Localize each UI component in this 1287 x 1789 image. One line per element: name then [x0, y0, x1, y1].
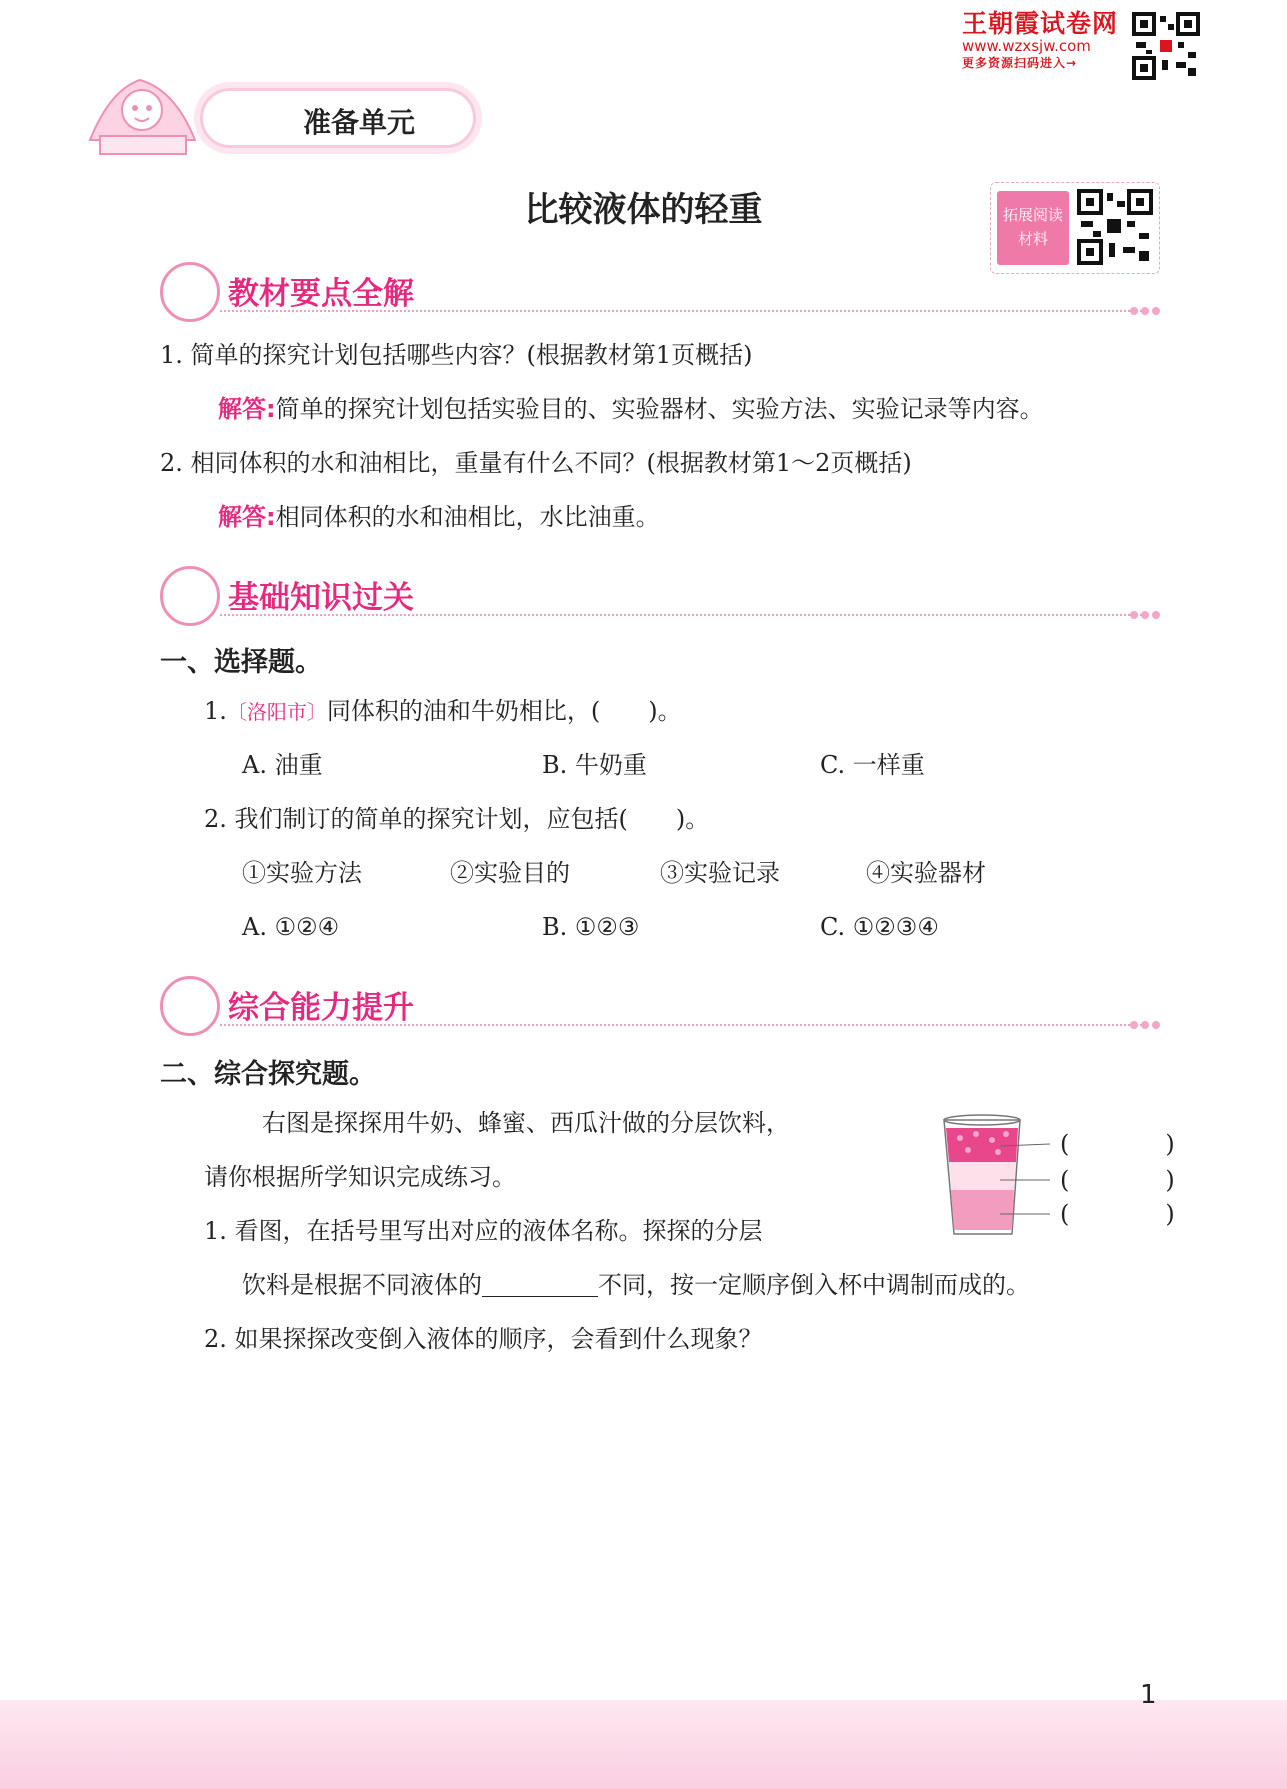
page-number: 1	[1140, 1680, 1157, 1710]
decorative-dots-icon	[1127, 604, 1160, 623]
option-b[interactable]: B. ①②③	[542, 913, 640, 941]
section-title: 综合能力提升	[228, 990, 414, 1026]
page-title: 比较液体的轻重	[524, 190, 763, 230]
source-tag: 〔洛阳市〕	[226, 700, 327, 724]
part-title: 一、选择题。	[160, 647, 322, 678]
answer-label: 解答:	[218, 503, 276, 531]
question-text: 2. 如果探探改变倒入液体的顺序，会看到什么现象？	[204, 1325, 763, 1353]
option-c[interactable]: C. 一样重	[820, 751, 925, 779]
mascot-thinker-icon	[160, 976, 220, 1036]
section-divider	[220, 310, 1146, 312]
section-header-basic-knowledge	[160, 566, 1160, 626]
section-divider	[220, 614, 1146, 616]
answer-bracket-bottom[interactable]: ( )	[1060, 1200, 1175, 1228]
mascot-castle-icon	[80, 70, 210, 160]
extended-reading-card[interactable]	[990, 182, 1160, 274]
footer-band	[0, 1700, 1287, 1789]
intro-text: 请你根据所学知识完成练习。	[204, 1163, 516, 1191]
section-header-key-points	[160, 262, 1160, 322]
unit-label: 准备单元	[303, 106, 416, 139]
option-a[interactable]: A. 油重	[242, 751, 323, 779]
question-text: 同体积的油和牛奶相比，( )。	[326, 697, 682, 725]
fill-in-blank[interactable]	[482, 1270, 598, 1297]
answer-text: 简单的探究计划包括实验目的、实验器材、实验方法、实验记录等内容。	[275, 395, 1044, 423]
option-a[interactable]: A. ①②④	[242, 913, 340, 941]
brand-qr-code-icon[interactable]	[1132, 12, 1200, 80]
extended-reading-label: 拓展阅读材料	[997, 191, 1069, 265]
qr-code-icon[interactable]	[1077, 189, 1153, 265]
layered-drink-cup-icon	[940, 1110, 1070, 1240]
answer-bracket-middle[interactable]: ( )	[1060, 1166, 1175, 1194]
answer-label: 解答:	[218, 395, 276, 423]
part-title: 二、综合探究题。	[160, 1059, 376, 1090]
option-b[interactable]: B. 牛奶重	[542, 751, 647, 779]
intro-text: 右图是探探用牛奶、蜂蜜、西瓜汁做的分层饮料，	[262, 1109, 790, 1137]
section-header-comprehensive	[160, 976, 1160, 1036]
list-item: ②实验目的	[450, 859, 570, 887]
question-text: 1. 简单的探究计划包括哪些内容？(根据教材第1页概括)	[160, 341, 753, 369]
unit-badge	[80, 70, 416, 160]
brand-name: 王朝霞试卷网	[962, 9, 1119, 38]
section-title: 教材要点全解	[228, 276, 414, 312]
list-item: ④实验器材	[866, 859, 986, 887]
section-divider	[220, 1024, 1146, 1026]
question-text: 不同，按一定顺序倒入杯中调制而成的。	[598, 1271, 1030, 1299]
question-text: 2. 相同体积的水和油相比，重量有什么不同？(根据教材第1～2页概括)	[160, 449, 912, 477]
brand-header	[962, 10, 1132, 71]
list-item: ①实验方法	[242, 859, 362, 887]
question-text: 饮料是根据不同液体的	[242, 1271, 482, 1299]
question-text: 2. 我们制订的简单的探究计划，应包括( )。	[204, 805, 710, 833]
answer-line	[218, 392, 1044, 426]
question-line	[204, 694, 682, 729]
question-text: 1. 看图，在括号里写出对应的液体名称。探探的分层	[204, 1217, 763, 1245]
decorative-dots-icon	[1127, 300, 1160, 319]
list-item: ③实验记录	[660, 859, 780, 887]
section-title: 基础知识过关	[228, 580, 414, 616]
brand-slogan: 更多资源扫码进入→	[962, 56, 1078, 70]
answer-line	[218, 500, 660, 534]
mascot-reader-icon	[160, 566, 220, 626]
question-number: 1.	[204, 697, 227, 725]
question-line	[242, 1268, 1030, 1302]
decorative-dots-icon	[1127, 1014, 1160, 1033]
mascot-book-icon	[160, 262, 220, 322]
brand-url[interactable]: www.wzxsjw.com	[962, 37, 1091, 55]
option-c[interactable]: C. ①②③④	[820, 913, 939, 941]
answer-text: 相同体积的水和油相比，水比油重。	[275, 503, 660, 531]
answer-bracket-top[interactable]: ( )	[1060, 1130, 1175, 1158]
